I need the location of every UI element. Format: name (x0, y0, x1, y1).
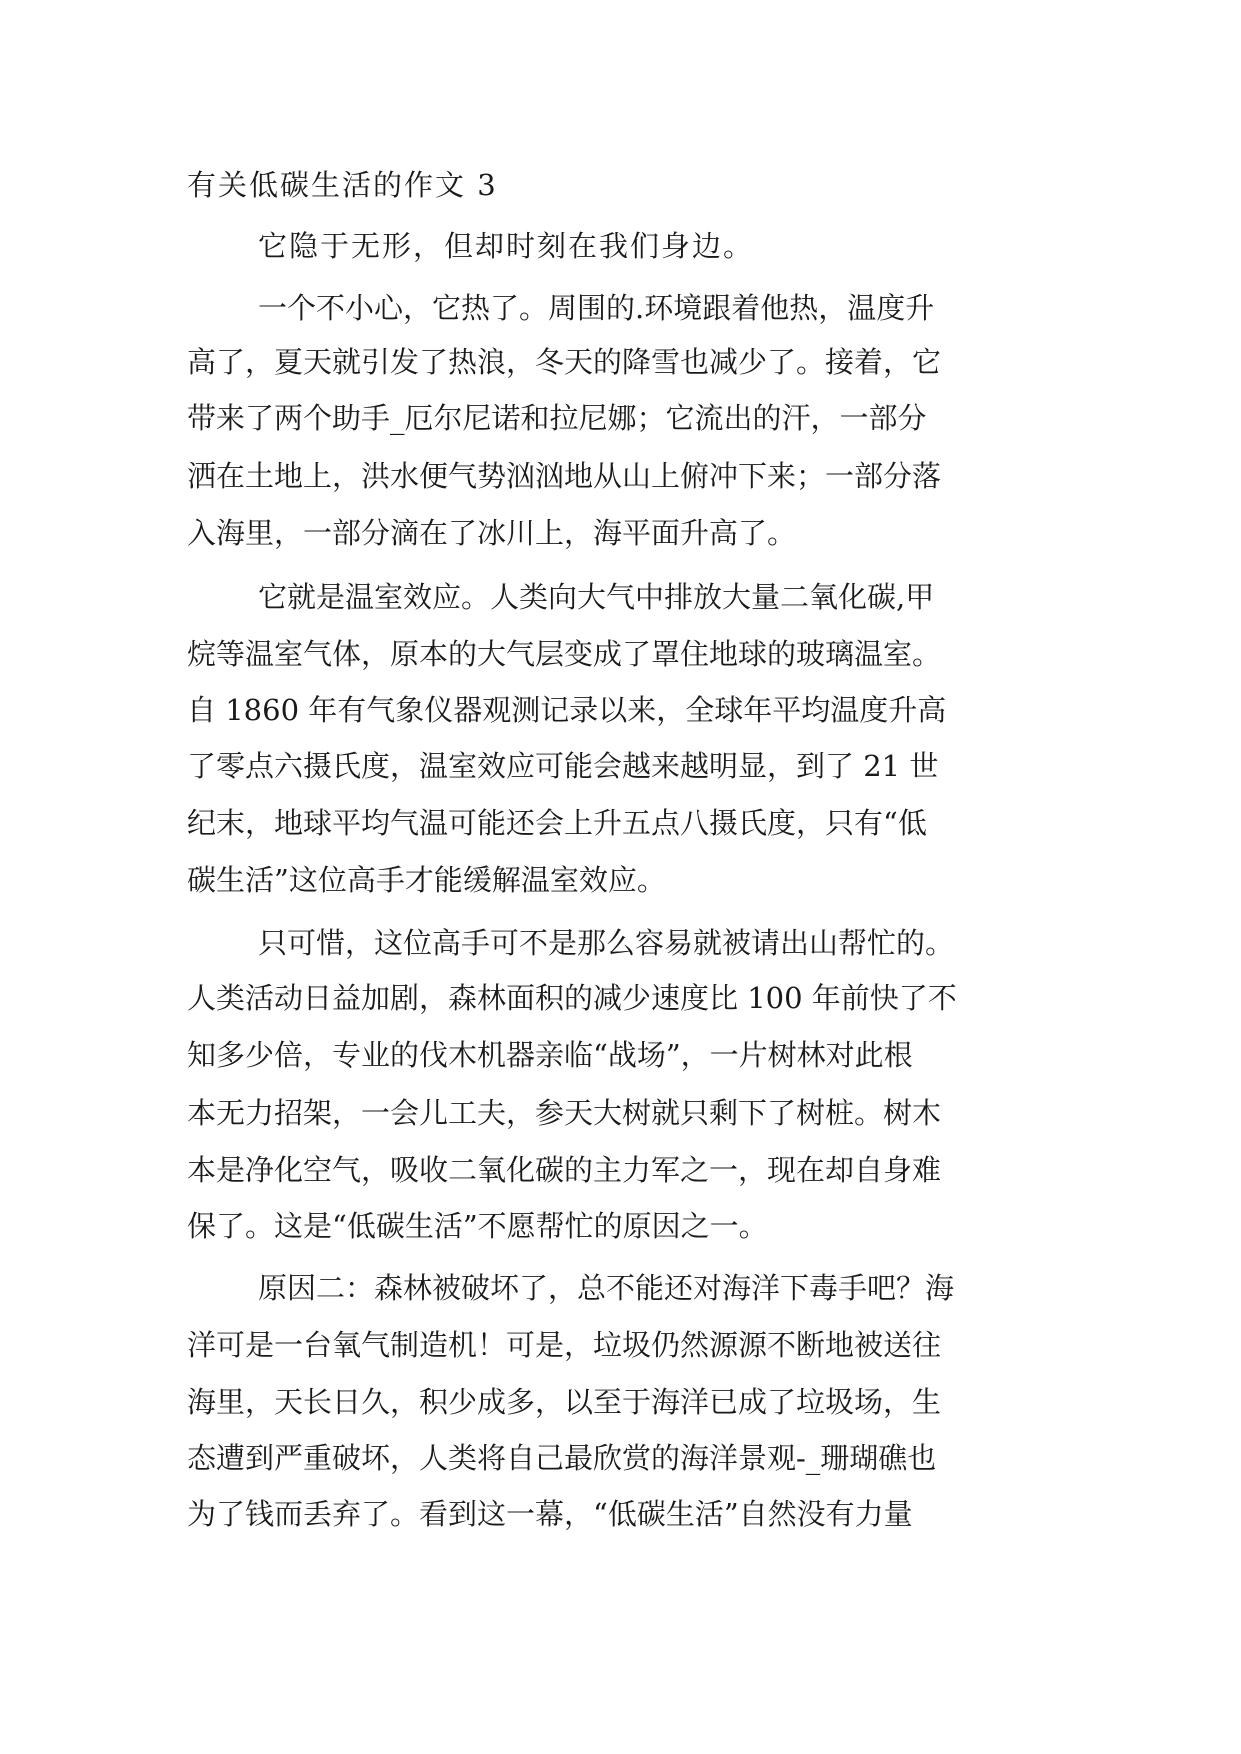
text-line: 海里，天长日久，积少成多，以至于海洋已成了垃圾场，生 (187, 1385, 942, 1419)
text-line: 保了。这是“低碳生活”不愿帮忙的原因之一。 (187, 1209, 768, 1243)
text-line: 知多少倍，专业的伐木机器亲临“战场”，一片树林对此根 (187, 1038, 913, 1072)
text-line: 了零点六摄氏度，温室效应可能会越来越明显，到了 21 世 (187, 749, 939, 783)
text-line: 只可惜，这位高手可不是那么容易就被请出山帮忙的。 (258, 926, 955, 960)
text-line: 烷等温室气体，原本的大气层变成了罩住地球的玻璃温室。 (187, 637, 942, 671)
text-line: 本是净化空气，吸收二氧化碳的主力军之一，现在却自身难 (187, 1153, 942, 1187)
text-line: 一个不小心，它热了。周围的.环境跟着他热，温度升 (258, 291, 935, 325)
document-title: 有关低碳生活的作文 3 (187, 168, 498, 202)
text-line: 带来了两个助手_厄尔尼诺和拉尼娜；它流出的汗，一部分 (187, 401, 927, 435)
text-line: 人类活动日益加剧，森林面积的减少速度比 100 年前快了不 (187, 981, 957, 1015)
text-line: 碳生活”这位高手才能缓解温室效应。 (187, 863, 666, 897)
text-line: 自 1860 年有气象仪器观测记录以来，全球年平均温度升高 (187, 693, 947, 727)
text-line: 洒在土地上，洪水便气势汹汹地从山上俯冲下来；一部分落 (187, 459, 942, 493)
text-line: 入海里，一部分滴在了冰川上，海平面升高了。 (187, 516, 797, 550)
text-line: 态遭到严重破坏，人类将自己最欣赏的海洋景观-_珊瑚礁也 (187, 1441, 937, 1475)
text-line: 原因二：森林被破坏了，总不能还对海洋下毒手吧？海 (258, 1271, 955, 1305)
text-line: 纪末，地球平均气温可能还会上升五点八摄氏度，只有“低 (187, 806, 927, 840)
text-line: 洋可是一台氧气制造机！可是，垃圾仍然源源不断地被送往 (187, 1328, 942, 1362)
text-line: 本无力招架，一会儿工夫，参天大树就只剩下了树桩。树木 (187, 1096, 942, 1130)
text-line: 高了，夏天就引发了热浪，冬天的降雪也减少了。接着，它 (187, 345, 942, 379)
text-line: 它就是温室效应。人类向大气中排放大量二氧化碳,甲 (258, 580, 935, 614)
text-line: 它隐于无形，但却时刻在我们身边。 (258, 229, 755, 263)
text-line: 为了钱而丢弃了。看到这一幕，“低碳生活”自然没有力量 (187, 1497, 913, 1531)
